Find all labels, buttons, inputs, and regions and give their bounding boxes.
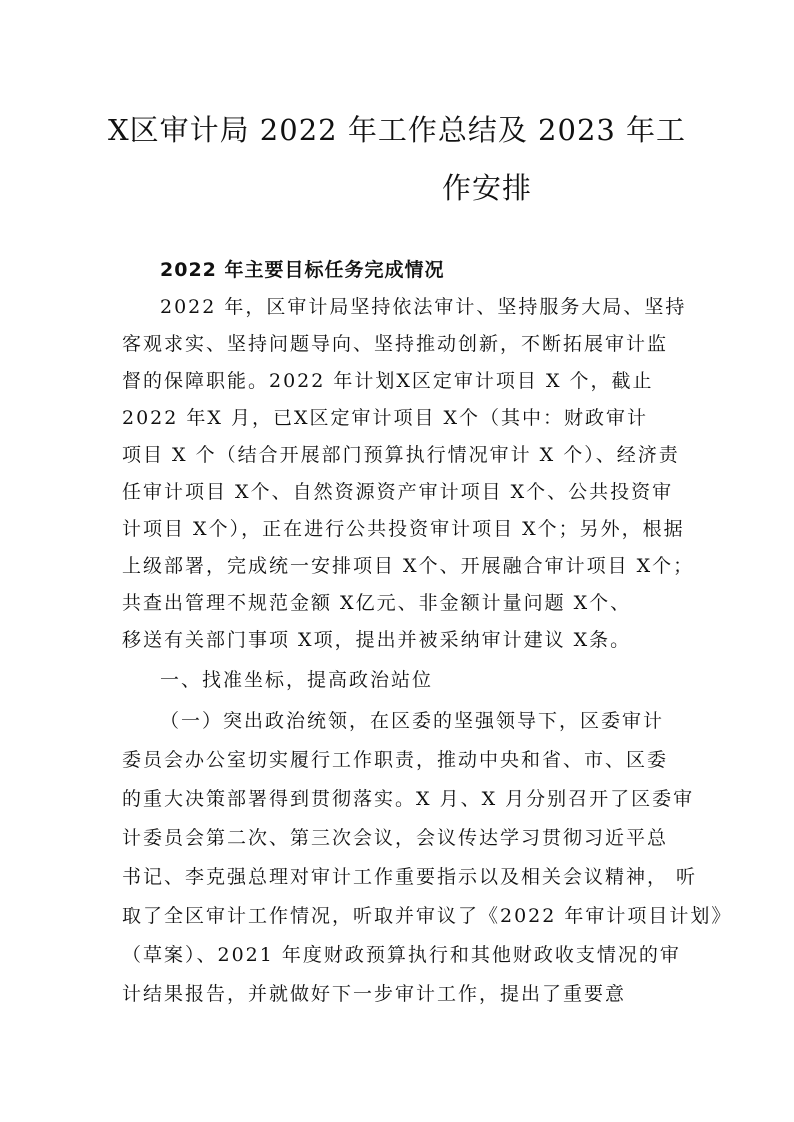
paragraph-line: 任审计项目 X个、自然资源资产审计项目 X个、公共投资审 xyxy=(122,481,674,503)
paragraph-line: 计委员会第二次、第三次会议，会议传达学习贯彻习近平总 xyxy=(122,827,669,849)
section-1-heading: 一、找准坐标，提高政治站位 xyxy=(160,669,434,691)
paragraph-line: 上级部署，完成统一安排项目 X个、开展融合审计项目 X个； xyxy=(122,555,695,577)
paragraph-line: 项目 X 个（结合开展部门预算执行情况审计 X 个）、经济责 xyxy=(122,444,680,466)
paragraph-line: 2022 年，区审计局坚持依法审计、坚持服务大局、坚持 xyxy=(160,296,687,318)
paragraph-line: 计项目 X个），正在进行公共投资审计项目 X个；另外，根据 xyxy=(122,518,685,540)
paragraph-line: 的重大决策部署得到贯彻落实。X 月、X 月分别召开了区委审 xyxy=(122,788,695,810)
paragraph-line: 取了全区审计工作情况，听取并审议了《2022 年审计项目计划》 xyxy=(122,905,733,927)
paragraph-line: （草案）、2021 年度财政预算执行和其他财政收支情况的审 xyxy=(122,944,681,966)
paragraph-line: 书记、李克强总理对审计工作重要指示以及相关会议精神， 听 xyxy=(122,866,698,888)
paragraph-line: 2022 年X 月，已X区定审计项目 X个（其中：财政审计 xyxy=(122,407,649,429)
paragraph-line: 督的保障职能。2022 年计划X区定审计项目 X 个，截止 xyxy=(122,370,654,392)
section-heading: 2022 年主要目标任务完成情况 xyxy=(160,259,445,281)
document-title-line-1: X区审计局 2022 年工作总结及 2023 年工 xyxy=(107,113,687,147)
paragraph-line: 委员会办公室切实履行工作职责，推动中央和省、市、区委 xyxy=(122,749,669,771)
paragraph-line: 客观求实、坚持问题导向、坚持推动创新，不断拓展审计监 xyxy=(122,333,669,355)
paragraph-line: （一）突出政治统领，在区委的坚强领导下，区委审计 xyxy=(160,710,665,732)
paragraph-line: 计结果报告，并就做好下一步审计工作，提出了重要意 xyxy=(122,983,627,1005)
document-title-line-2: 作安排 xyxy=(441,171,532,205)
paragraph-line: 移送有关部门事项 X项，提出并被采纳审计建议 X条。 xyxy=(122,629,632,651)
paragraph-line: 共查出管理不规范金额 X亿元、非金额计量问题 X个、 xyxy=(122,592,632,614)
